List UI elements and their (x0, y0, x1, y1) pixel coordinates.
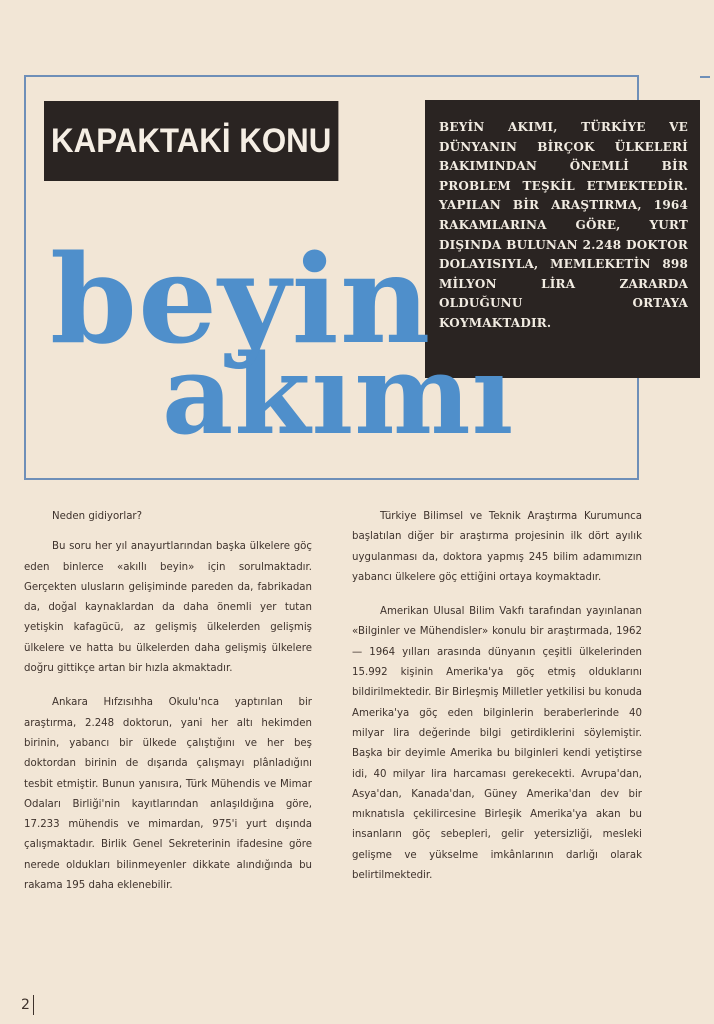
paragraph: Bu soru her yıl anayurtlarından başka ülkelere göç eden binlerce «akıllı beyin» için sorulmaktadır. Gerçekten ulusların gelişiminde pareden da, fabrikadan da, doğal kaynaklardan da daha önemli yer tutan yetişkin kafagücü, az gelişmiş ülkelerden gelişmiş ülkelere ve hatta bu ülkelerden daha gelişmiş ülkelere doğru gittikçe artan bir hızla akmaktadır. (24, 541, 312, 675)
title-line-2: akımı (162, 330, 515, 459)
title-line-1: beyin (50, 227, 432, 371)
article-title (50, 227, 590, 459)
page-number-rule (33, 995, 34, 1015)
paragraph: Türkiye Bilimsel ve Teknik Araştırma Kurumunca başlatılan diğer bir araştırma projesinin ilk dört ayılık uygulanması da, doktora yapmış 245 bilim adamımızın yabancı ülkelere göç ettiğini ortaya koymaktadır. (352, 511, 642, 583)
dek-text: BEYİN AKIMI, TÜRKİYE VE DÜNYANIN BİRÇOK ÜLKELERİ BAKIMINDAN ÖNEMLİ BİR PROBLEM TEŞKİL ETMEKTEDİR. YAPILAN BİR ARAŞTIRMA, 1964 RAKAMLARINA GÖRE, YURT DIŞINDA BULUNAN 2.248 DOKTOR DOLAYISIYLA, MEMLEKETİN 898 MİLYON LİRA ZARARDA OLDUĞUNU ORTAYA KOYMAKTADIR. (439, 120, 688, 330)
left-column (24, 507, 312, 896)
column-subhead: Neden gidiyorlar? (52, 511, 143, 522)
section-label-text: KAPAKTAKİ KONU (51, 121, 332, 160)
paragraph: Ankara Hıfzısıhha Okulu'nca yaptırılan bir araştırma, 2.248 doktorun, yani her altı hekimden birinin, yabancı bir ülkede çalıştığını ve her beş doktordan birinin de dışarıda çalışmayı plânladığını tesbit etmiştir. Bunun yanısıra, Türk Mühendis ve Mimar Odaları Birliği'nin kayıtlarından anlaşıldığına göre, 17.233 mühendis ve mimardan, 975'i yurt dışında çalışmaktadır. Birlik Genel Sekreterinin ifadesine göre nerede oldukları bilinmeyenler dikkate alındığında bu rakama 195 daha eklenebilir. (24, 697, 312, 892)
page-number: 2 (21, 997, 30, 1013)
frame-edge-mark (700, 76, 710, 78)
paragraph: Amerikan Ulusal Bilim Vakfı tarafından yayınlanan «Bilginler ve Mühendisler» konulu bir araştırmada, 1962 — 1964 yılları arasında dünyanın çeşitli ülkelerinden 15.992 kişinin Amerika'ya göç etmiş olduklarını bildirilmektedir. Bir Birleşmiş Milletler yetkilisi bu konuda Amerika'ya göç eden bilginlerin beraberlerinde 40 milyar lira değerinde bilgi getirdiklerini söylemiştir. Başka bir deyimle Amerika bu bilginleri kendi yetiştirse idi, 40 milyar lira harcaması gerekecekti. Avrupa'dan, Asya'dan, Kanada'dan, Güney Amerika'dan dev bir mıknatısla çekilircesine Birleşik Amerika'ya akan bu insanların göç sebepleri, gelir yetersizliği, mesleki gelişme ve yükselme imkânlarının darlığı olarak belirtilmektedir. (352, 606, 642, 882)
right-column (352, 507, 642, 886)
section-label (44, 101, 338, 181)
